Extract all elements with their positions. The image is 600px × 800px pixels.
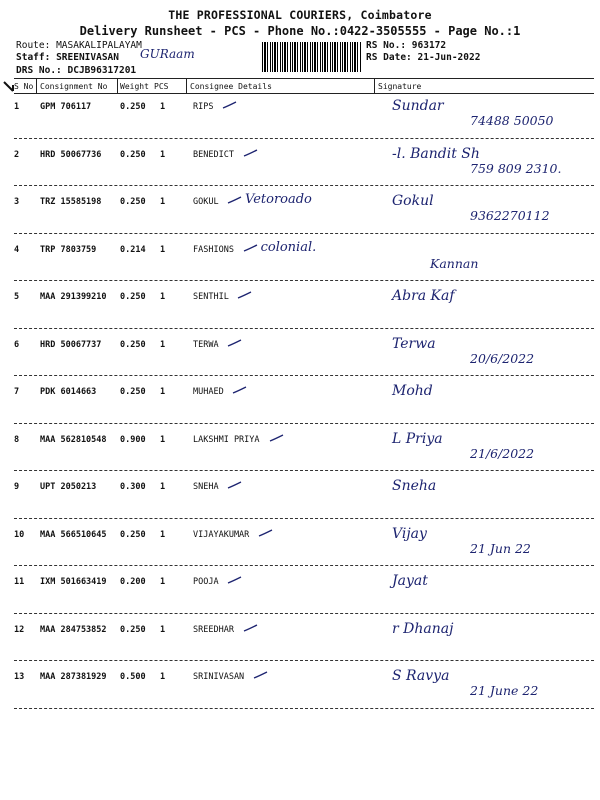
row-consignment-no: GPM 706117 — [40, 102, 92, 112]
drs-line — [16, 65, 136, 76]
check-tick-icon — [243, 243, 259, 253]
row-divider — [14, 185, 594, 186]
row-consignee: SNEHA — [193, 482, 219, 492]
row-signature: L Priya — [392, 430, 443, 447]
row-sno: 1 — [14, 102, 20, 112]
row-pcs: 1 — [160, 339, 166, 350]
barcode-image — [262, 42, 362, 72]
row-divider — [14, 233, 594, 234]
row-consignment-no: MAA 562810548 — [40, 434, 107, 445]
row-consignment-no: MAA 287381929 — [40, 672, 107, 682]
check-tick-icon — [253, 670, 269, 680]
rs-no-value: 963172 — [411, 40, 447, 51]
staff-label: Staff: — [16, 52, 51, 63]
row-consignment-no: MAA 284753852 — [40, 624, 107, 635]
staff-line — [16, 52, 119, 63]
row-pcs: 1 — [160, 624, 166, 635]
route-label: Route: — [16, 40, 51, 51]
company-title: THE PROFESSIONAL COURIERS, Coimbatore — [168, 8, 432, 22]
row-weight: 0.300 — [120, 482, 146, 492]
row-pcs: 1 — [160, 672, 166, 682]
row-weight: 0.250 — [120, 387, 146, 397]
col-header-signature: Signature — [378, 82, 422, 91]
row-divider — [14, 280, 594, 281]
row-divider — [14, 708, 594, 709]
row-sno: 4 — [14, 244, 20, 255]
row-consignment-no: HRD 50067737 — [40, 339, 102, 350]
row-pcs: 1 — [160, 197, 166, 207]
row-signature-note: 20/6/2022 — [470, 350, 535, 366]
row-signature: S Ravya — [392, 668, 450, 684]
check-tick-icon — [227, 575, 243, 585]
row-sno: 9 — [14, 482, 20, 492]
row-pcs: 1 — [160, 244, 166, 255]
row-sno: 8 — [14, 434, 20, 445]
staff-handwritten: GURaam — [140, 47, 195, 61]
col-divider — [374, 78, 375, 93]
row-consignee: LAKSHMI PRIYA — [193, 434, 260, 445]
rs-no-label: RS No.: — [366, 40, 407, 51]
row-signature-note: 9362270112 — [470, 208, 550, 223]
col-divider — [36, 78, 37, 93]
row-sno: 10 — [14, 529, 25, 540]
row-weight: 0.250 — [120, 624, 146, 635]
row-divider — [14, 375, 594, 376]
row-consignment-no: HRD 50067736 — [40, 149, 102, 160]
check-tick-icon — [243, 148, 259, 158]
row-consignment-no: UPT 2050213 — [40, 482, 97, 492]
rs-no-line — [366, 40, 446, 51]
check-tick-icon — [243, 623, 259, 633]
row-consignment-no: PDK 6014663 — [40, 387, 97, 397]
row-divider — [14, 328, 594, 329]
row-signature-note: 74488 50050 — [470, 113, 554, 128]
row-consignee: VIJAYAKUMAR — [193, 529, 250, 540]
row-weight: 0.500 — [120, 672, 146, 682]
row-sno: 6 — [14, 339, 20, 350]
row-divider — [14, 660, 594, 661]
row-sno: 7 — [14, 387, 20, 397]
row-signature: Gokul — [392, 193, 434, 209]
row-pcs: 1 — [160, 149, 166, 160]
row-divider — [14, 423, 594, 424]
row-pcs: 1 — [160, 102, 166, 112]
row-signature: -l. Bandit Sh — [392, 145, 480, 162]
row-pcs: 1 — [160, 434, 166, 445]
row-weight: 0.250 — [120, 197, 146, 207]
row-weight: 0.214 — [120, 244, 146, 255]
row-consignment-no: MAA 291399210 — [40, 292, 107, 302]
col-header-pcs: PCS — [154, 82, 169, 91]
row-pcs: 1 — [160, 387, 166, 397]
row-pcs: 1 — [160, 577, 166, 587]
row-sno: 3 — [14, 197, 20, 207]
row-consignment-no: MAA 566510645 — [40, 529, 107, 540]
row-divider — [14, 138, 594, 139]
row-signature-note: 21 Jun 22 — [470, 540, 531, 556]
row-pcs: 1 — [160, 292, 166, 302]
row-weight: 0.200 — [120, 577, 146, 587]
row-handwritten-note: Vetoroado — [245, 192, 312, 207]
drs-label: DRS No.: — [16, 65, 62, 76]
check-tick-icon — [232, 385, 248, 395]
row-signature: r Dhanaj — [392, 620, 454, 637]
check-tick-icon — [227, 195, 243, 205]
check-tick-icon — [237, 290, 253, 300]
route-value: MASAKALIPALAYAM — [56, 40, 142, 51]
check-tick-icon — [227, 480, 243, 490]
row-sno: 11 — [14, 577, 25, 587]
row-signature-note: 21/6/2022 — [470, 445, 535, 461]
row-weight: 0.250 — [120, 339, 146, 350]
check-tick-icon — [258, 528, 274, 538]
row-consignee: POOJA — [193, 577, 219, 587]
row-signature-note: Kannan — [430, 255, 479, 271]
col-header-consignment: Consignment No — [40, 82, 108, 91]
row-signature-note: 759 809 2310. — [470, 160, 562, 176]
runsheet-title: Delivery Runsheet - PCS - Phone No.:0422-3505555 - Page No.:1 — [79, 24, 521, 38]
check-tick-icon — [269, 433, 285, 443]
table-top-rule — [14, 78, 594, 79]
row-signature: Abra Kaf — [392, 288, 455, 304]
row-weight: 0.900 — [120, 434, 146, 445]
row-sno: 12 — [14, 624, 25, 635]
check-tick-icon — [222, 100, 238, 110]
row-divider — [14, 518, 594, 519]
rs-date-label: RS Date: — [366, 52, 412, 63]
row-consignee: RIPS — [193, 102, 214, 112]
row-divider — [14, 565, 594, 566]
row-weight: 0.250 — [120, 292, 146, 302]
row-consignee: TERWA — [193, 339, 219, 350]
row-signature: Jayat — [392, 573, 428, 589]
row-handwritten-note: colonial. — [260, 239, 317, 255]
rs-date-value: 21-Jun-2022 — [417, 52, 481, 63]
route-line — [16, 40, 142, 51]
col-divider — [117, 78, 118, 93]
row-sno: 5 — [14, 292, 20, 302]
row-consignment-no: IXM 501663419 — [40, 577, 107, 587]
row-consignment-no: TRP 7803759 — [40, 244, 97, 255]
row-consignment-no: TRZ 15585198 — [40, 197, 102, 207]
row-signature: Vijay — [392, 525, 427, 542]
row-divider — [14, 613, 594, 614]
row-sno: 13 — [14, 672, 25, 682]
row-consignee: FASHIONS — [193, 244, 234, 255]
row-signature: Sundar — [392, 98, 444, 114]
row-signature: Sneha — [392, 478, 437, 494]
row-consignee: SRINIVASAN — [193, 672, 245, 682]
row-weight: 0.250 — [120, 529, 146, 540]
row-weight: 0.250 — [120, 149, 146, 160]
row-consignee: GOKUL — [193, 197, 219, 207]
row-consignee: SREEDHAR — [193, 624, 234, 635]
drs-value: DCJB96317201 — [67, 65, 137, 76]
row-sno: 2 — [14, 149, 20, 160]
col-divider — [186, 78, 187, 93]
row-signature-note: 21 June 22 — [470, 683, 539, 698]
row-consignee: MUHAED — [193, 387, 224, 397]
row-signature: Mohd — [392, 383, 433, 399]
row-divider — [14, 470, 594, 471]
col-header-consignee: Consignee Details — [190, 82, 272, 91]
row-signature: Terwa — [392, 335, 436, 352]
staff-value: SREENIVASAN — [56, 52, 119, 63]
header-bottom-rule — [14, 93, 594, 94]
row-consignee: SENTHIL — [193, 292, 229, 302]
row-weight: 0.250 — [120, 102, 146, 112]
check-tick-icon — [227, 338, 243, 348]
col-header-weight: Weight — [120, 82, 149, 91]
row-consignee: BENEDICT — [193, 149, 234, 160]
rs-date-line — [366, 52, 480, 63]
row-pcs: 1 — [160, 529, 166, 540]
row-pcs: 1 — [160, 482, 166, 492]
col-header-sno: S No — [14, 82, 34, 91]
